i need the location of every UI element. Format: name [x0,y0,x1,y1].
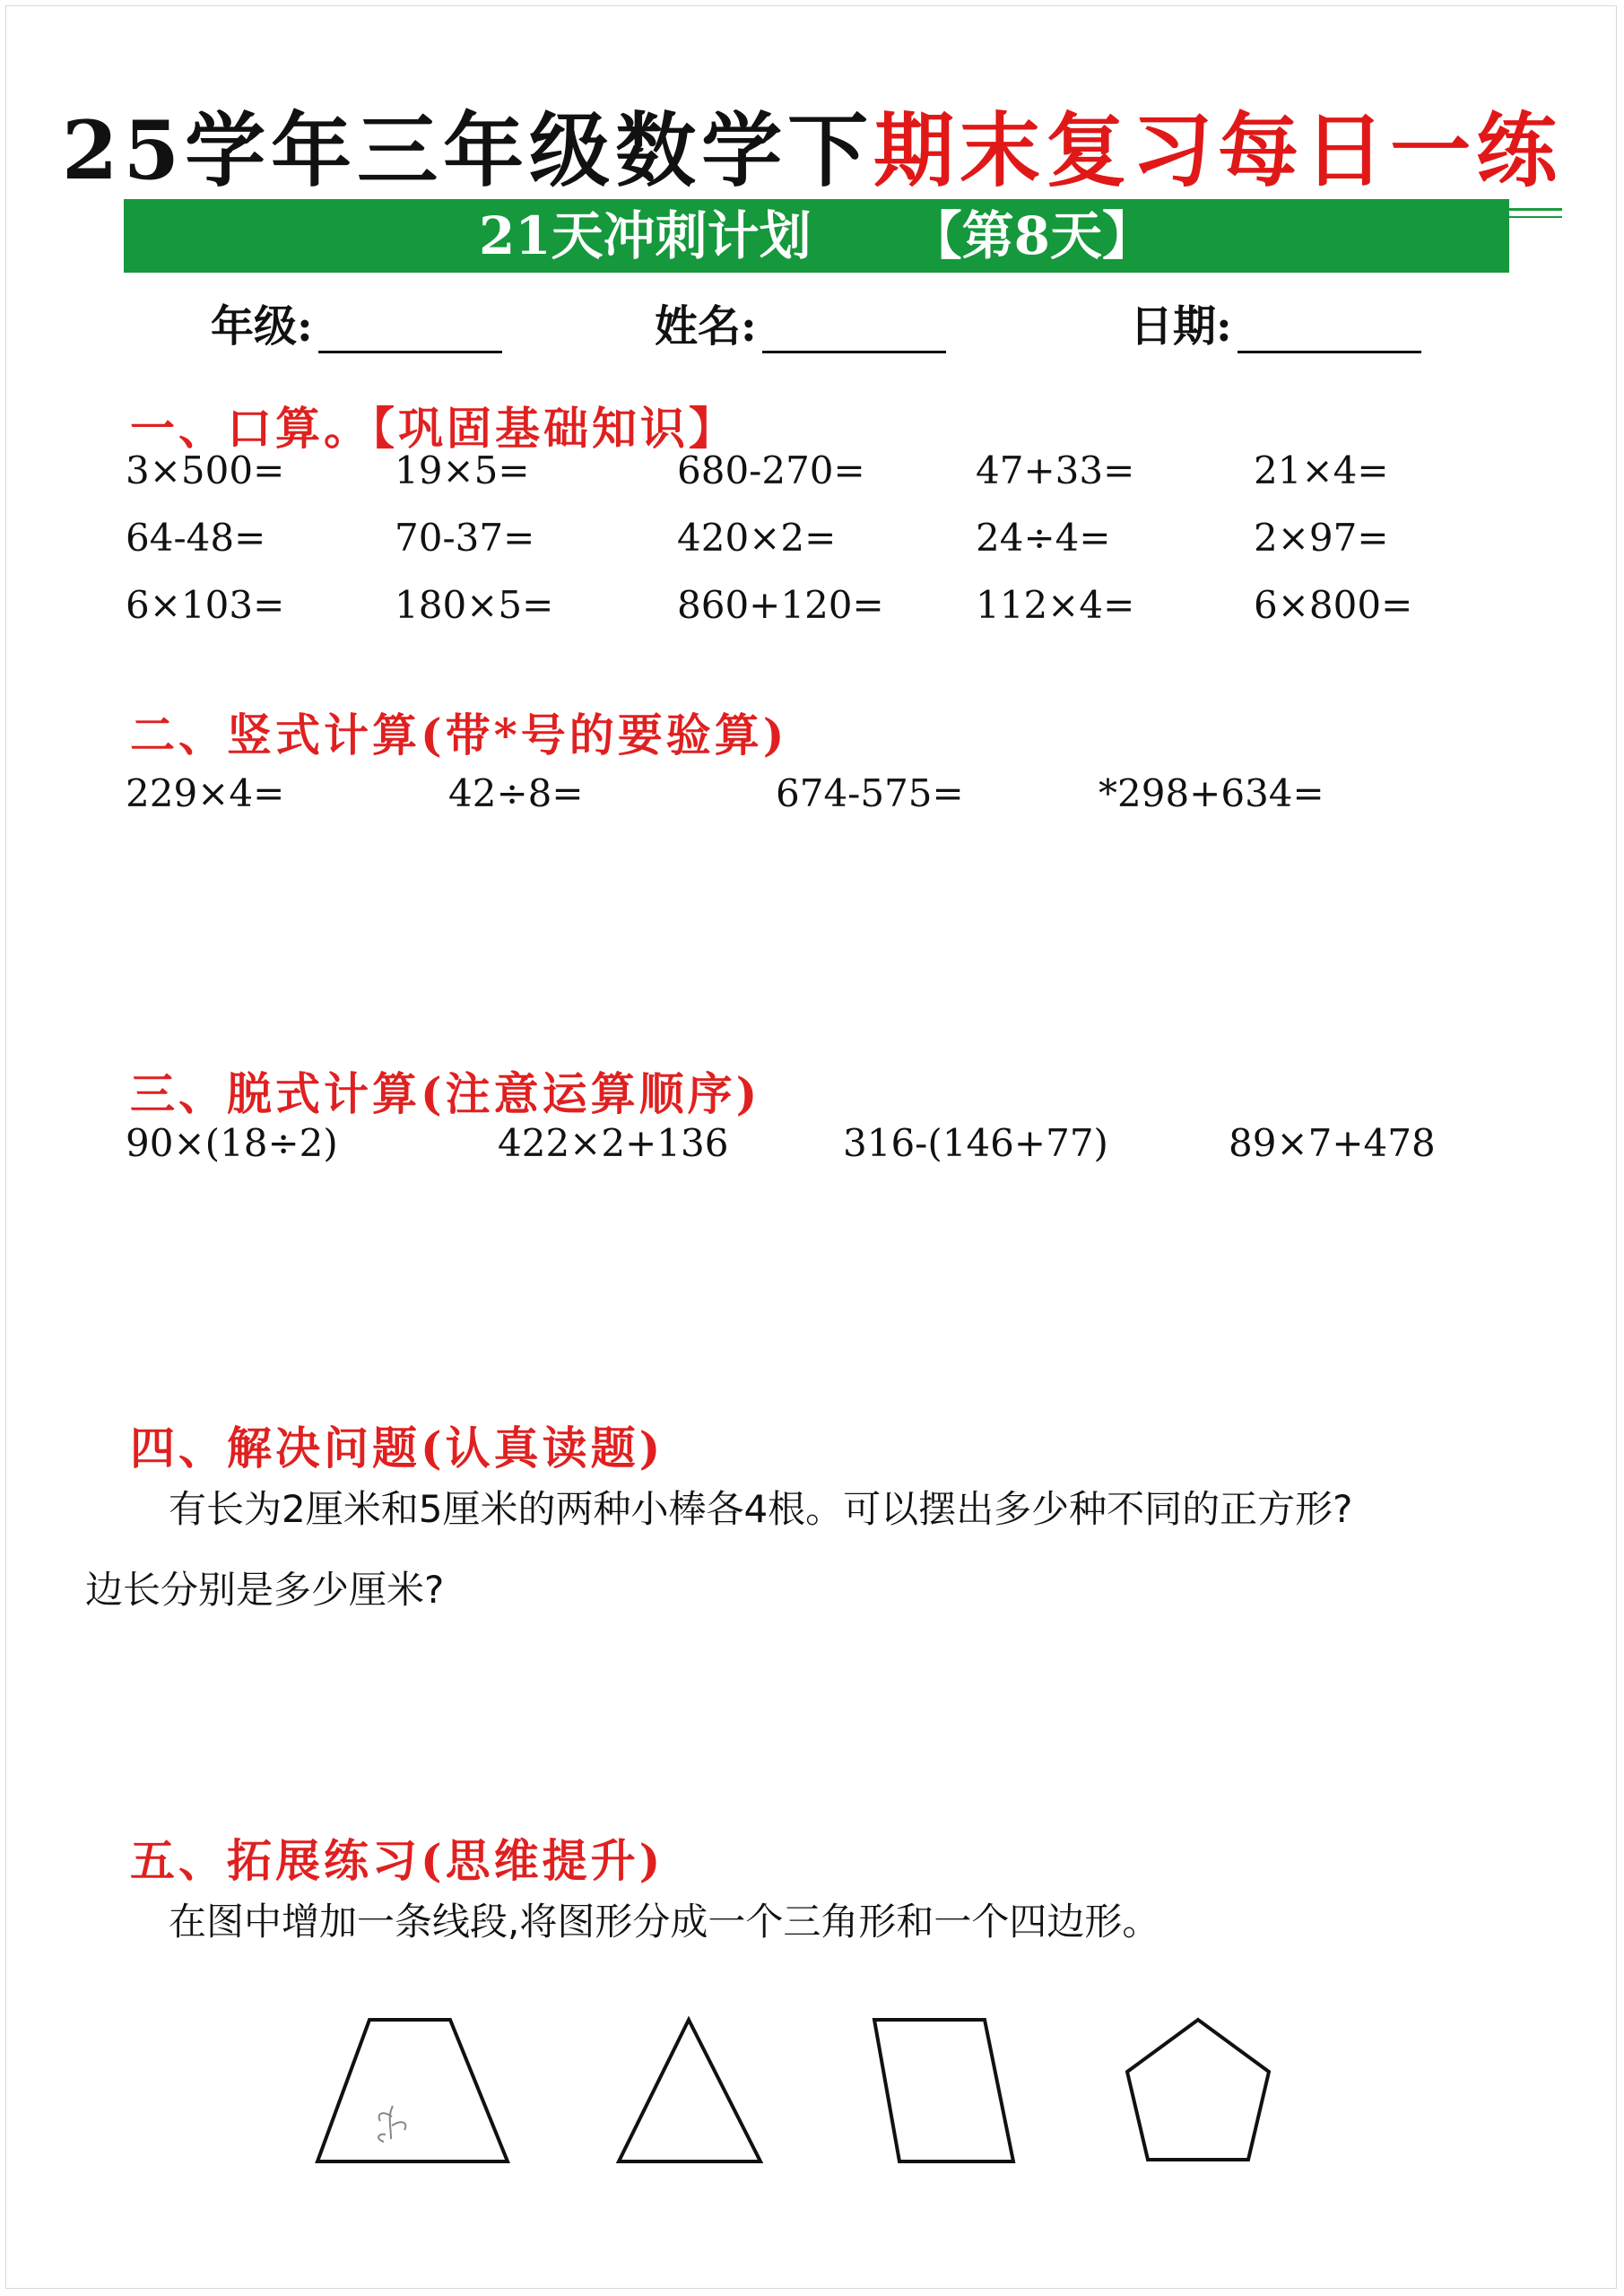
oral-q-3-2: 180×5= [395,583,554,627]
step-calc-1: 90×(18÷2) [126,1121,338,1165]
sprout-icon [378,2106,405,2142]
pentagon-shape [1127,2020,1269,2160]
oral-q-2-4: 24÷4= [976,516,1111,560]
plan-banner [124,199,1509,273]
date-blank[interactable] [1238,315,1421,353]
oral-q-1-4: 47+33= [976,448,1135,492]
name-field[interactable] [655,291,946,353]
oral-q-1-3: 680-270= [677,448,865,492]
name-blank[interactable] [762,315,946,353]
section3-heading: 三、脱式计算(注意运算顺序) [130,1067,761,1120]
extension-instruction: 在图中增加一条线段,将图形分成一个三角形和一个四边形。 [169,1900,1160,1944]
section1-heading: 一、口算。【巩固基础知识】 [130,402,737,455]
page-title [0,85,1624,202]
section5-heading: 五、拓展练习(思维提升) [130,1834,664,1887]
date-label: 日期: [1130,301,1232,352]
vertical-calc-4: *298+634= [1099,771,1324,815]
banner-day: 【第8天】 [909,205,1155,266]
step-calc-4: 89×7+478 [1229,1121,1436,1165]
oral-q-2-1: 64-48= [126,516,266,560]
shapes-figure [0,1991,1624,2188]
date-field[interactable] [1130,291,1421,353]
vertical-calc-1: 229×4= [126,771,285,815]
parallelogram-shape [874,2020,1013,2161]
banner-plan: 21天冲刺计划 [478,205,812,266]
vertical-calc-2: 42÷8= [448,771,584,815]
oral-q-1-1: 3×500= [126,448,285,492]
oral-q-3-4: 112×4= [976,583,1135,627]
vertical-calc-3: 674-575= [776,771,964,815]
oral-q-1-2: 19×5= [395,448,530,492]
oral-q-2-3: 420×2= [677,516,837,560]
title-part-2: 期末复习每日一练 [873,103,1563,198]
oral-q-3-5: 6×800= [1254,583,1413,627]
grade-field[interactable] [211,291,502,353]
section2-heading: 二、竖式计算(带*号的要验算) [130,709,788,761]
problem-line-1: 有长为2厘米和5厘米的两种小棒各4根。可以摆出多少种不同的正方形? [169,1487,1353,1531]
oral-q-3-1: 6×103= [126,583,285,627]
section4-heading: 四、解决问题(认真读题) [130,1422,664,1474]
oral-q-1-5: 21×4= [1254,448,1389,492]
trapezoid-shape [317,2020,508,2161]
step-calc-3: 316-(146+77) [843,1121,1108,1165]
oral-q-2-5: 2×97= [1254,516,1389,560]
oral-q-3-3: 860+120= [677,583,884,627]
grade-label: 年级: [211,301,313,352]
oral-q-2-2: 70-37= [395,516,535,560]
name-label: 姓名: [655,301,757,352]
problem-line-2: 边长分别是多少厘米? [85,1568,445,1612]
step-calc-2: 422×2+136 [498,1121,729,1165]
title-part-1: 25学年三年级数学下 [61,103,874,198]
triangle-shape [619,2020,760,2161]
grade-blank[interactable] [318,315,502,353]
